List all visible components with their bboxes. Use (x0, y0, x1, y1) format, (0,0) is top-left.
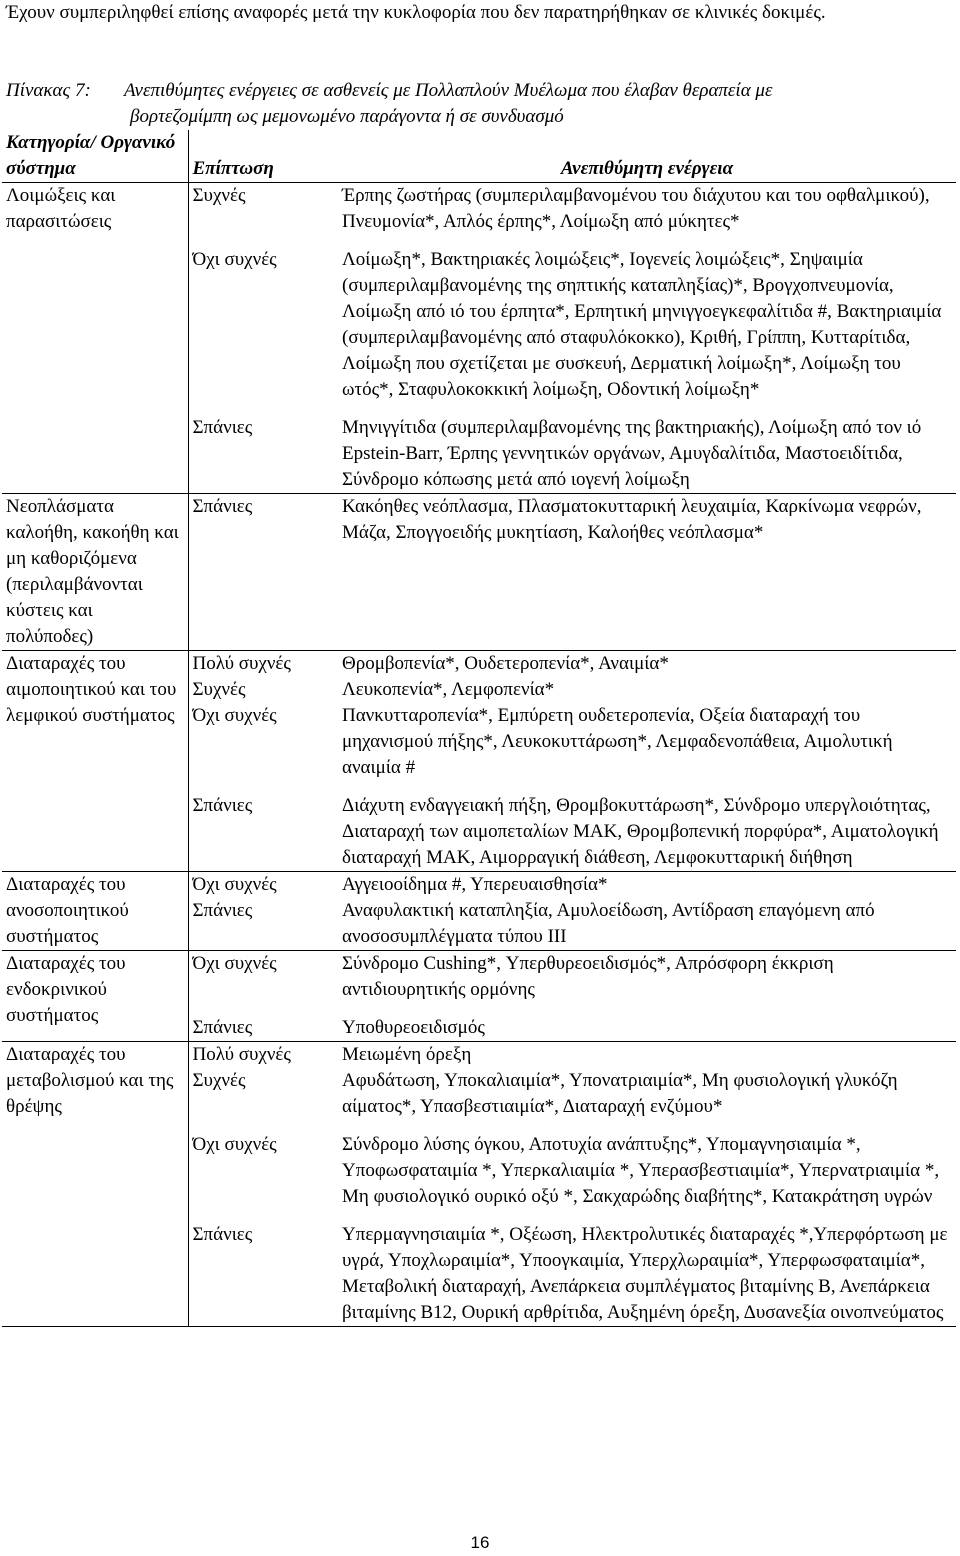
frequency-cell: Πολύ συχνές (192, 653, 291, 674)
reaction-cell: Έρπης ζωστήρας (συμπεριλαμβανομένου του διάχυτου και του οφθαλμικού), Πνευμονία*, Απλός έρπης*, Λοίμωξη από μύκητες* (342, 185, 930, 232)
reaction-cell: Υποθυρεοειδισμός (338, 1003, 956, 1042)
header-frequency: Επίπτωση (188, 130, 338, 183)
category-cell: Διαταραχές του ανοσοποιητικού συστήματος (2, 872, 188, 951)
table-row (2, 183, 956, 236)
reaction-cell: Πανκυτταροπενία*, Εμπύρετη ουδετεροπενία, Οξεία διαταραχή του μηχανισμού πήξης*, Λευκοκυττάρωση*, Λεμφαδενοπάθεια, Αιμολυτική αναιμία # (342, 705, 893, 778)
frequency-cell: Σπάνιες (188, 403, 338, 494)
header-reaction: Ανεπιθύμητη ενέργεια (338, 130, 956, 183)
frequency-cell: Συχνές (192, 185, 246, 206)
frequency-cell: Όχι συχνές (192, 953, 277, 974)
frequency-cell: Όχι συχνές (192, 874, 277, 895)
table-header-row (2, 130, 956, 183)
reaction-cell: Μηνιγγίτιδα (συμπεριλαμβανομένης της βακτηριακής), Λοίμωξη από τον ιό Epstein-Barr, Έρπης γεννητικών οργάνων, Αμυγδαλίτιδα, Μαστοειδίτιδα, Σύνδρομο κόπωσης μετά από ιογενή λοίμωξη (338, 403, 956, 494)
caption-line-1: Ανεπιθύμητες ενέργειες σε ασθενείς με Πολλαπλούν Μυέλωμα που έλαβαν θεραπεία με (124, 80, 773, 101)
frequency-cell: Όχι συχνές (192, 705, 277, 726)
page-number: 16 (470, 1533, 490, 1552)
frequency-cell: Συχνές (192, 679, 246, 700)
reaction-cell: Μειωμένη όρεξη (342, 1044, 472, 1065)
frequency-cell: Σπάνιες (188, 1003, 338, 1042)
reaction-cell: Κακόηθες νεόπλασμα, Πλασματοκυτταρική λευχαιμία, Καρκίνωμα νεφρών, Μάζα, Σπογγοειδής μυκητίαση, Καλοήθες νεόπλασμα* (338, 494, 956, 651)
table-row (2, 494, 956, 651)
reaction-cell: Λευκοπενία*, Λεμφοπενία* (342, 679, 555, 700)
reaction-cell: Σύνδρομο Cushing*, Υπερθυρεοειδισμός*, Απρόσφορη έκκριση αντιδιουρητικής ορμόνης (342, 953, 834, 1000)
table-row (2, 651, 956, 678)
reaction-cell: Διάχυτη ενδαγγειακή πήξη, Θρομβοκυττάρωση*, Σύνδρομο υπεργλοιότητας, Διαταραχή των αιμοπεταλίων ΜΑΚ, Θρομβοπενική πορφύρα*, Αιματολογική διαταραχή ΜΑΚ, Αιμορραγική διάθεση, Λεμφοκυτταρική διήθηση (338, 781, 956, 872)
category-cell: Νεοπλάσματα καλοήθη, κακοήθη και μη καθοριζόμενα (περιλαμβάνονται κύστεις και πολύποδες) (2, 494, 188, 651)
reaction-cell: Αγγειοοίδημα #, Υπερευαισθησία* (342, 874, 608, 895)
frequency-cell: Όχι συχνές (192, 249, 277, 270)
caption-line-2: βορτεζομίμπη ως μεμονωμένο παράγοντα ή σε συνδυασμό (130, 106, 564, 127)
frequency-cell: Συχνές (192, 1070, 246, 1091)
reaction-cell: Σύνδρομο λύσης όγκου, Αποτυχία ανάπτυξης*, Υπομαγνησιαιμία *, Υποφωσφαταιμία *, Υπερκαλιαιμία *, Υπερασβεστιαιμία*, Υπερνατριαιμία *, Μη φυσιολογικό ουρικό οξύ *, Σακχαρώδης διαβήτης*, Κατακράτηση υγρών (342, 1134, 940, 1207)
intro-paragraph: Έχουν συμπεριληφθεί επίσης αναφορές μετά την κυκλοφορία που δεν παρατηρήθηκαν σε κλινικές δοκιμές. (6, 2, 826, 23)
caption-label: Πίνακας 7: (6, 80, 91, 101)
frequency-cell: Σπάνιες (188, 1210, 338, 1327)
table-row (2, 1042, 956, 1069)
reaction-cell: Θρομβοπενία*, Ουδετεροπενία*, Αναιμία* (342, 653, 669, 674)
frequency-cell: Όχι συχνές (192, 1134, 277, 1155)
frequency-cell: Σπάνιες (188, 898, 338, 951)
table-caption (6, 78, 956, 130)
adverse-reactions-table (2, 130, 956, 1327)
reaction-cell: Λοίμωξη*, Βακτηριακές λοιμώξεις*, Ιογενείς λοιμώξεις*, Σηψαιμία (συμπεριλαμβανομένης της σηπτικής καταπληξίας)*, Βρογχοπνευμονία, Λοίμωξη από ιό του έρπητα*, Ερπητική μηνιγγοεγκεφαλίτιδα #, Βακτηριαιμία (συμπεριλαμβανομένης από σταφυλόκοκκο), Κριθή, Γρίππη, Κυτταρίτιδα, Λοίμωξη που σχετίζεται με συσκευή, Δερματική λοίμωξη*, Λοίμωξη του ωτός*, Σταφυλοκοκκική λοίμωξη, Οδοντική λοίμωξη* (342, 249, 942, 400)
frequency-cell: Σπάνιες (188, 781, 338, 872)
reaction-cell: Αφυδάτωση, Υποκαλιαιμία*, Υπονατριαιμία*, Μη φυσιολογική γλυκόζη αίματος*, Υπασβεστιαιμία*, Διαταραχή ενζύμου* (342, 1070, 898, 1117)
category-cell: Διαταραχές του ενδοκρινικού συστήματος (2, 951, 188, 1042)
reaction-cell: Υπερμαγνησιαιμία *, Οξέωση, Ηλεκτρολυτικές διαταραχές *,Υπερφόρτωση με υγρά, Υποχλωραιμία*, Υποογκαιμία, Υπερχλωραιμία*, Υπερφωσφαταιμία*, Μεταβολική διαταραχή, Ανεπάρκεια συμπλέγματος βιταμίνης Β, Ανεπάρκεια βιταμίνης Β12, Ουρική αρθρίτιδα, Αυξημένη όρεξη, Δυσανεξία οινοπνεύματος (338, 1210, 956, 1327)
header-category: Κατηγορία/ Οργανικό σύστημα (2, 130, 188, 183)
category-cell: Διαταραχές του μεταβολισμού και της θρέψης (2, 1042, 188, 1327)
frequency-cell: Σπάνιες (188, 494, 338, 651)
table-body (2, 183, 956, 1327)
reaction-cell: Αναφυλακτική καταπληξία, Αμυλοείδωση, Αντίδραση επαγόμενη από ανοσοσυμπλέγματα τύπου ΙΙΙ (338, 898, 956, 951)
table-row (2, 951, 956, 1004)
category-cell: Διαταραχές του αιμοποιητικού και του λεμφικού συστήματος (2, 651, 188, 872)
table-row (2, 872, 956, 899)
frequency-cell: Πολύ συχνές (192, 1044, 291, 1065)
category-cell: Λοιμώξεις και παρασιτώσεις (2, 183, 188, 494)
